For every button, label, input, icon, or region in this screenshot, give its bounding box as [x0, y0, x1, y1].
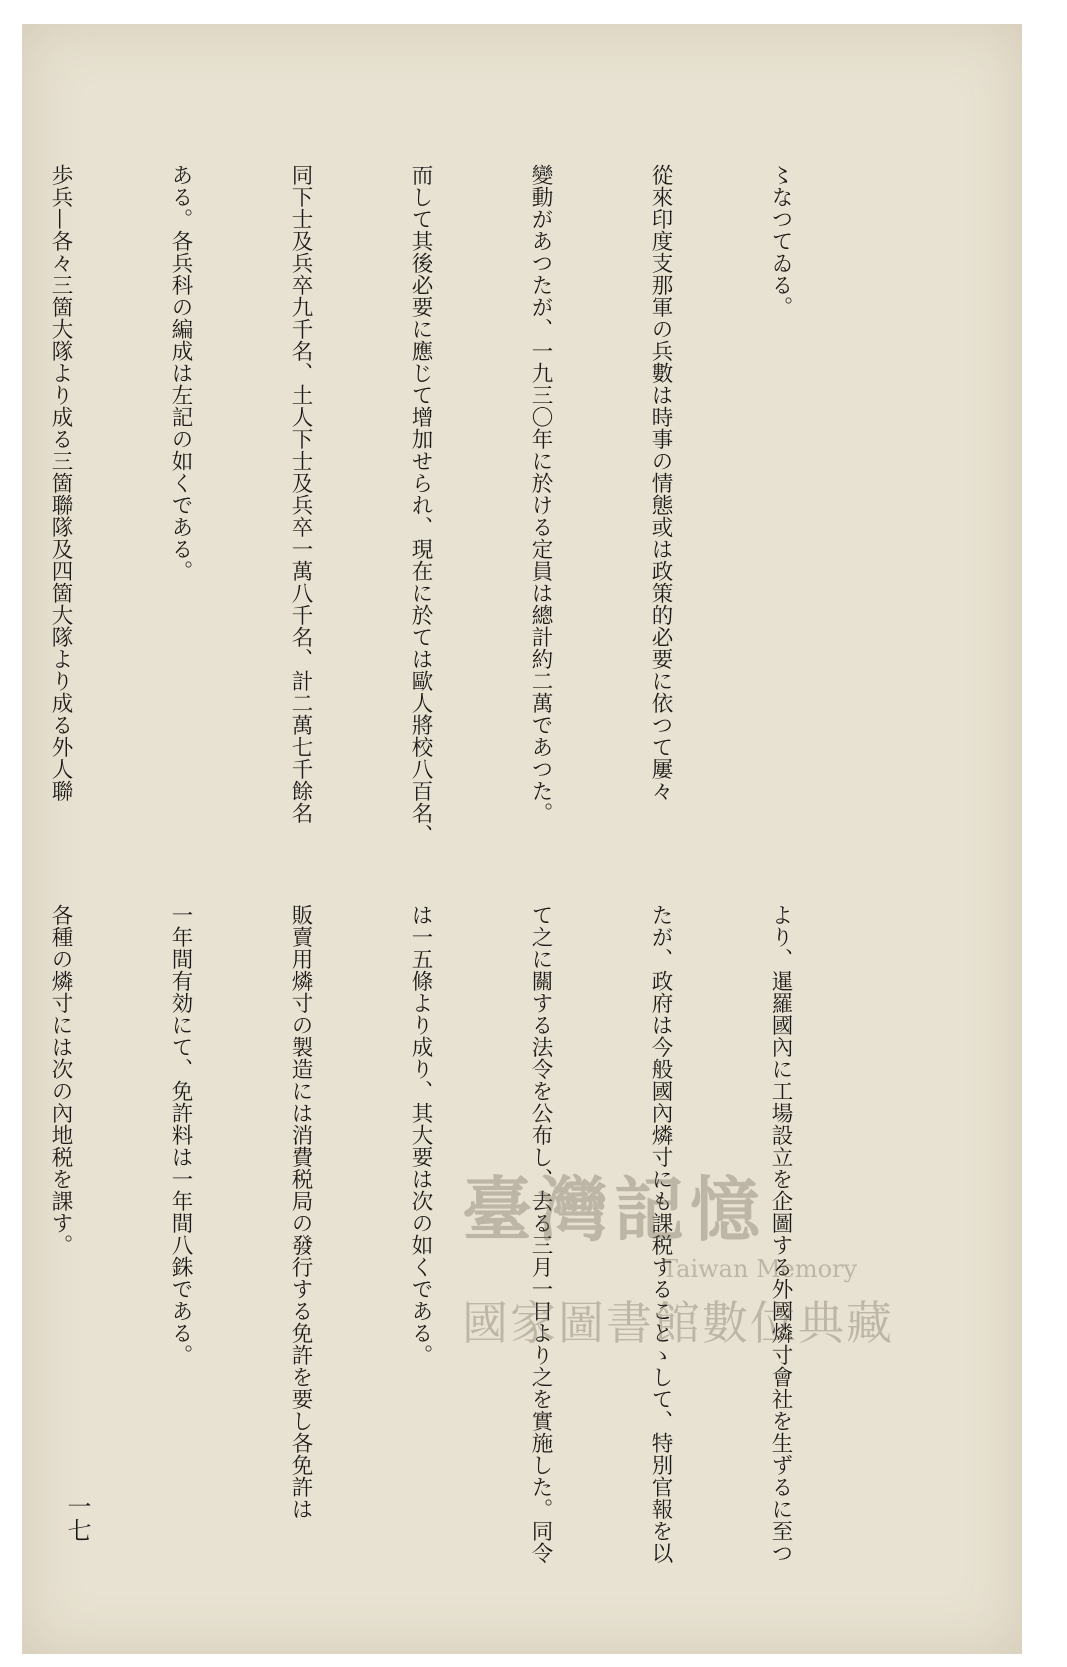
text-line: 從來印度支那軍の兵數は時事の情態或は政策的必要に依つて屢々	[648, 164, 673, 802]
text-line: 一年間有効にて、免許料は一年間八銖である。	[168, 904, 193, 1366]
watermark-chinese: 臺灣記憶	[462, 1168, 766, 1251]
page-number: 一七	[63, 1494, 91, 1542]
text-line: 同下士及兵卒九千名、土人下士及兵卒一萬八千名、計二萬七千餘名	[288, 164, 313, 824]
watermark-english: Taiwan Memory	[662, 1255, 858, 1283]
watermark-library: 國家圖書館數位典藏	[462, 1296, 894, 1350]
text-line: て之に關する法令を公布し、去る三月一日より之を實施した。同令	[528, 904, 553, 1564]
text-line: 變動があつたが、一九三〇年に於ける定員は總計約二萬であつた。	[528, 164, 553, 824]
text-line: たが、政府は今般國內燐寸にも課税することゝして、特別官報を以	[648, 904, 673, 1564]
watermark	[462, 1154, 894, 1353]
text-line: 歩兵—各々三箇大隊より成る三箇聯隊及四箇大隊より成る外人聯	[48, 164, 73, 802]
text-line: 〻なつてゐる。	[768, 164, 793, 318]
text-line: 販賣用燐寸の製造には消費税局の發行する免許を要し各免許は	[288, 904, 313, 1520]
text-line: ある。各兵科の編成は左記の如くである。	[168, 164, 193, 582]
text-line: 而して其後必要に應じて增加せられ、現在に於ては歐人將校八百名、	[408, 164, 433, 846]
upper-text-block	[0, 164, 880, 924]
text-line: は一五條より成り、其大要は次の如くである。	[408, 904, 433, 1366]
text-line: 各種の燐寸には次の內地税を課す。	[48, 904, 73, 1256]
document-page	[22, 24, 1022, 1654]
text-line: より、暹羅國內に工場設立を企圖する外國燐寸會社を生ずるに至つ	[768, 904, 793, 1564]
